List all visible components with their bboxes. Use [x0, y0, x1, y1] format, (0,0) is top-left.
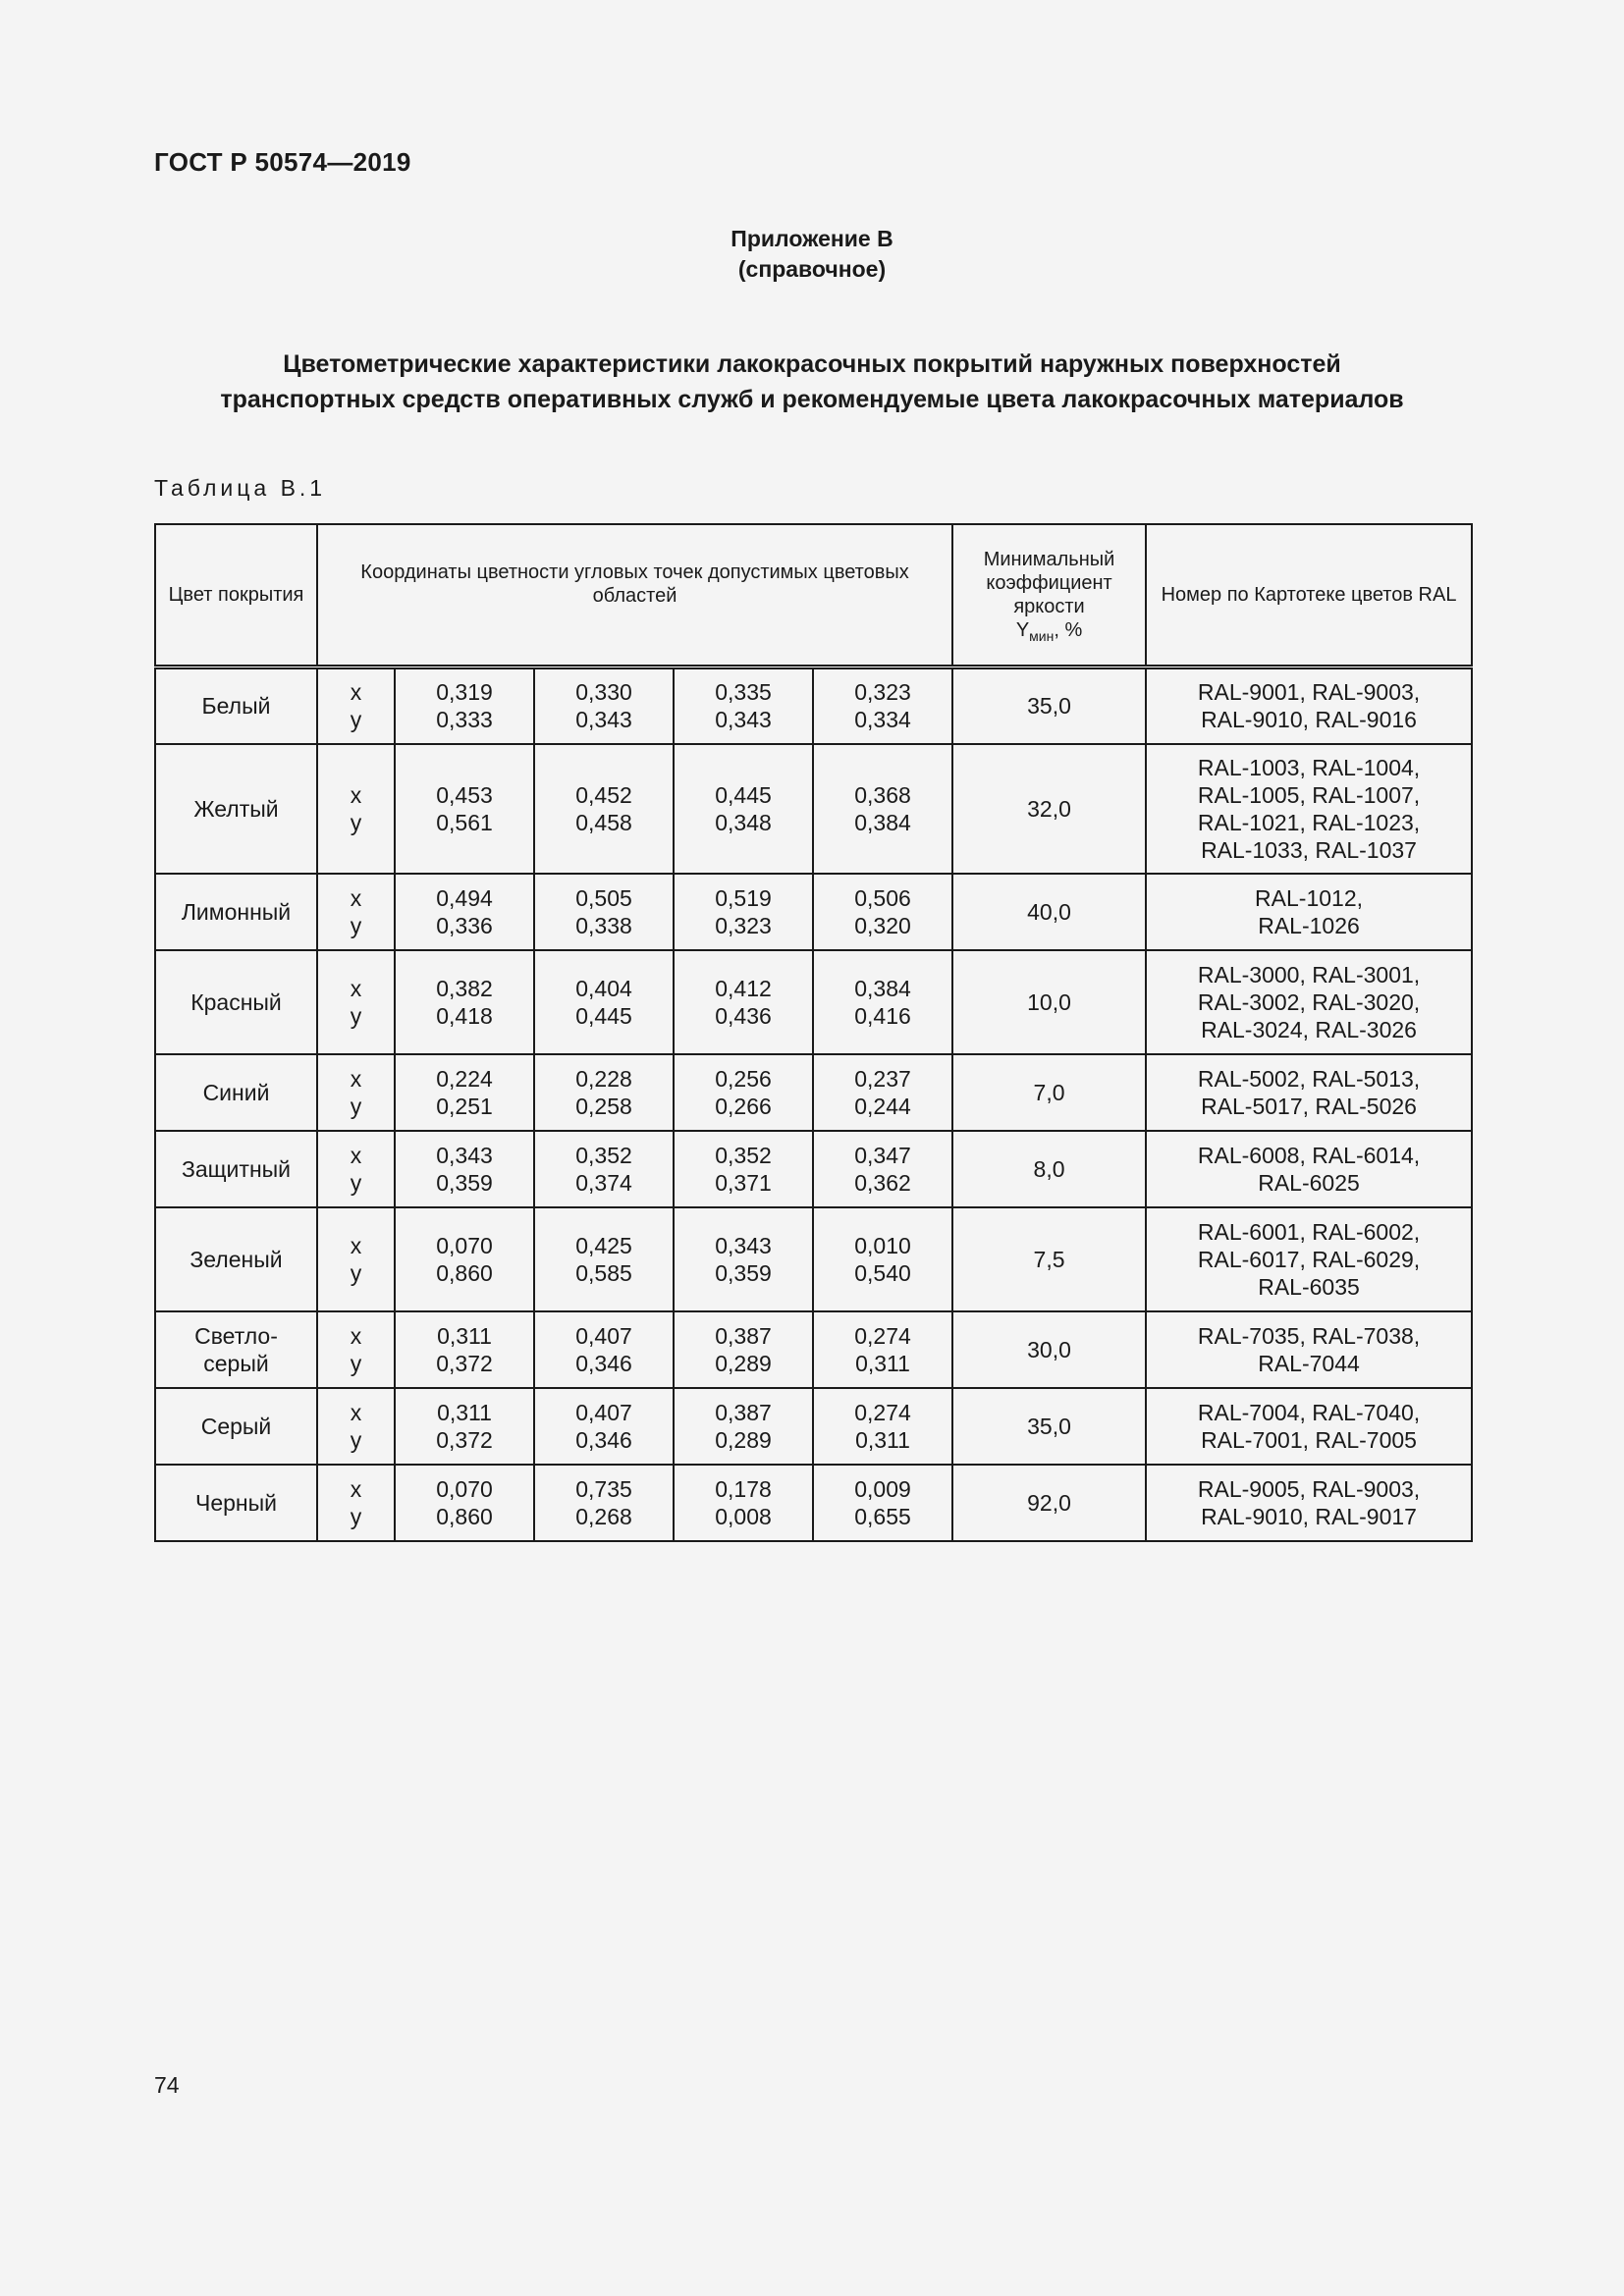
axis-label-y: y — [350, 1426, 362, 1453]
coordinate-y-value: 0,266 — [715, 1093, 772, 1119]
coordinate-cell — [534, 744, 674, 874]
ral-line: RAL-9005, RAL-9003, — [1197, 1475, 1421, 1502]
axis-label-x: x — [350, 884, 362, 911]
axis-label-y: y — [350, 1259, 362, 1286]
coordinate-y-value: 0,323 — [715, 912, 772, 938]
coordinate-cell — [813, 744, 952, 874]
coordinate-x-value: 0,319 — [436, 679, 493, 706]
color-name-line: серый — [203, 1350, 269, 1376]
brightness-cell: 35,0 — [952, 1388, 1146, 1465]
coordinate-y-value: 0,008 — [715, 1503, 772, 1529]
coordinate-y-value: 0,860 — [436, 1503, 493, 1529]
coordinate-cell — [674, 744, 813, 874]
coordinate-x-value: 0,735 — [575, 1475, 632, 1502]
table-row — [155, 1131, 1472, 1207]
coordinate-cell — [534, 950, 674, 1054]
color-name-cell — [155, 1207, 317, 1311]
coordinate-y-value: 0,540 — [854, 1259, 911, 1286]
coordinate-x-value: 0,425 — [575, 1232, 632, 1258]
coordinate-cell — [395, 1131, 534, 1207]
coordinate-x-value: 0,404 — [575, 975, 632, 1001]
coordinate-x-value: 0,256 — [715, 1065, 772, 1092]
color-name-cell — [155, 1388, 317, 1465]
color-name-line: Синий — [202, 1079, 270, 1105]
coordinate-y-value: 0,311 — [855, 1350, 910, 1376]
coordinate-x-value: 0,494 — [436, 884, 493, 911]
ral-cell — [1146, 1388, 1472, 1465]
table-row — [155, 1388, 1472, 1465]
header-brightness — [952, 524, 1146, 667]
brightness-cell: 92,0 — [952, 1465, 1146, 1541]
coordinate-y-value: 0,334 — [854, 707, 911, 733]
axis-label-x: x — [350, 1142, 362, 1168]
coordinate-cell — [813, 1388, 952, 1465]
coordinate-y-value: 0,371 — [715, 1169, 772, 1196]
coordinate-y-value: 0,346 — [575, 1350, 632, 1376]
color-name-cell — [155, 1465, 317, 1541]
ral-line: RAL-9001, RAL-9003, — [1197, 679, 1421, 706]
color-name-line: Зеленый — [189, 1246, 283, 1272]
table-row — [155, 1207, 1472, 1311]
coordinate-y-value: 0,348 — [715, 809, 772, 835]
axis-label-cell — [317, 1311, 395, 1388]
document-title — [137, 347, 1487, 417]
coordinate-x-value: 0,382 — [436, 975, 493, 1001]
header-brightness-unit: , % — [1054, 618, 1083, 641]
coordinate-cell — [534, 1131, 674, 1207]
header-brightness-line-2: коэффициент — [986, 571, 1112, 594]
coordinate-y-value: 0,251 — [436, 1093, 493, 1119]
coordinate-cell — [674, 1131, 813, 1207]
coordinate-cell — [813, 1311, 952, 1388]
axis-label-y: y — [350, 1093, 362, 1119]
coordinate-cell — [395, 1311, 534, 1388]
table-row — [155, 1311, 1472, 1388]
color-name-line: Красный — [190, 988, 282, 1015]
axis-label-y: y — [350, 912, 362, 938]
header-brightness-y: Y — [1015, 618, 1030, 641]
coordinate-cell — [813, 667, 952, 744]
color-name-cell — [155, 744, 317, 874]
color-name-line: Черный — [195, 1489, 277, 1516]
coordinate-cell — [534, 1311, 674, 1388]
coordinate-x-value: 0,368 — [854, 781, 911, 808]
coordinate-cell — [674, 1311, 813, 1388]
axis-label-y: y — [350, 1503, 362, 1529]
axis-label-y: y — [350, 1350, 362, 1376]
coordinate-cell — [395, 874, 534, 950]
coordinate-x-value: 0,311 — [437, 1399, 492, 1425]
ral-line: RAL-5002, RAL-5013, — [1197, 1065, 1421, 1092]
coordinate-x-value: 0,224 — [436, 1065, 493, 1092]
ral-cell — [1146, 874, 1472, 950]
axis-label-y: y — [350, 809, 362, 835]
ral-line: RAL-1033, RAL-1037 — [1201, 836, 1417, 863]
ral-line: RAL-6017, RAL-6029, — [1197, 1246, 1421, 1272]
ral-line: RAL-9010, RAL-9016 — [1201, 707, 1417, 733]
coordinate-x-value: 0,343 — [436, 1142, 493, 1168]
coordinate-cell — [674, 1388, 813, 1465]
axis-label-cell — [317, 874, 395, 950]
ral-line: RAL-7044 — [1258, 1350, 1360, 1376]
coordinate-cell — [395, 1465, 534, 1541]
coordinate-x-value: 0,445 — [715, 781, 772, 808]
coordinate-cell — [813, 1207, 952, 1311]
coordinate-x-value: 0,311 — [437, 1322, 492, 1349]
coordinate-cell — [674, 874, 813, 950]
brightness-cell: 7,0 — [952, 1054, 1146, 1131]
ral-line: RAL-1003, RAL-1004, — [1197, 754, 1421, 780]
coordinate-x-value: 0,519 — [715, 884, 772, 911]
coordinate-x-value: 0,347 — [854, 1142, 911, 1168]
axis-label-x: x — [350, 1475, 362, 1502]
coordinate-cell — [674, 1054, 813, 1131]
coordinate-y-value: 0,362 — [854, 1169, 911, 1196]
coordinate-x-value: 0,323 — [854, 679, 911, 706]
coordinate-cell — [395, 1388, 534, 1465]
coordinate-cell — [534, 1207, 674, 1311]
coordinate-x-value: 0,274 — [854, 1322, 911, 1349]
axis-label-x: x — [350, 679, 362, 706]
header-brightness-subscript: мин — [1029, 627, 1055, 644]
coordinate-y-value: 0,258 — [575, 1093, 632, 1119]
appendix-subtitle: (справочное) — [737, 256, 887, 282]
table-row — [155, 1054, 1472, 1131]
ral-cell — [1146, 1054, 1472, 1131]
color-characteristics-table — [154, 523, 1473, 1542]
brightness-cell: 7,5 — [952, 1207, 1146, 1311]
ral-line: RAL-1026 — [1258, 912, 1360, 938]
ral-line: RAL-7004, RAL-7040, — [1197, 1399, 1421, 1425]
header-color: Цвет покрытия — [155, 524, 317, 667]
coordinate-x-value: 0,387 — [715, 1322, 772, 1349]
ral-line: RAL-1012, — [1255, 884, 1364, 911]
coordinate-x-value: 0,506 — [854, 884, 911, 911]
coordinate-cell — [674, 1465, 813, 1541]
coordinate-y-value: 0,384 — [854, 809, 911, 835]
ral-line: RAL-3000, RAL-3001, — [1197, 961, 1421, 988]
ral-line: RAL-6001, RAL-6002, — [1197, 1218, 1421, 1245]
coordinate-cell — [674, 1207, 813, 1311]
coordinate-y-value: 0,372 — [436, 1426, 493, 1453]
ral-line: RAL-6008, RAL-6014, — [1197, 1142, 1421, 1168]
coordinate-x-value: 0,335 — [715, 679, 772, 706]
coordinate-x-value: 0,237 — [854, 1065, 911, 1092]
header-coordinates: Координаты цветности угловых точек допустимых цветовых областей — [317, 524, 952, 667]
axis-label-x: x — [350, 1065, 362, 1092]
ral-cell — [1146, 950, 1472, 1054]
axis-label-y: y — [350, 707, 362, 733]
coordinate-y-value: 0,561 — [436, 809, 493, 835]
brightness-cell: 8,0 — [952, 1131, 1146, 1207]
color-name-line: Светло- — [194, 1322, 278, 1349]
page-number: 74 — [154, 2072, 180, 2098]
axis-label-x: x — [350, 1232, 362, 1258]
coordinate-cell — [534, 1054, 674, 1131]
color-name-line: Защитный — [181, 1155, 292, 1182]
coordinate-cell — [674, 950, 813, 1054]
coordinate-y-value: 0,320 — [854, 912, 911, 938]
coordinate-y-value: 0,655 — [854, 1503, 911, 1529]
ral-line: RAL-6025 — [1258, 1169, 1360, 1196]
coordinate-y-value: 0,372 — [436, 1350, 493, 1376]
ral-cell — [1146, 667, 1472, 744]
ral-cell — [1146, 1311, 1472, 1388]
title-line-2: транспортных средств оперативных служб и рекомендуемые цвета лакокрасочных материалов — [220, 386, 1404, 413]
color-name-cell — [155, 874, 317, 950]
header-brightness-line-4 — [959, 618, 1139, 643]
coordinate-cell — [813, 1131, 952, 1207]
ral-line: RAL-7035, RAL-7038, — [1197, 1322, 1421, 1349]
axis-label-x: x — [350, 975, 362, 1001]
axis-label-y: y — [350, 1169, 362, 1196]
coordinate-x-value: 0,407 — [575, 1322, 632, 1349]
coordinate-y-value: 0,359 — [436, 1169, 493, 1196]
ral-line: RAL-1005, RAL-1007, — [1197, 781, 1421, 808]
coordinate-y-value: 0,458 — [575, 809, 632, 835]
coordinate-y-value: 0,416 — [854, 1002, 911, 1029]
coordinate-y-value: 0,418 — [436, 1002, 493, 1029]
coordinate-y-value: 0,346 — [575, 1426, 632, 1453]
coordinate-y-value: 0,343 — [715, 707, 772, 733]
coordinate-y-value: 0,333 — [436, 707, 493, 733]
coordinate-cell — [813, 950, 952, 1054]
appendix-title: Приложение В — [731, 226, 893, 251]
document-code: ГОСТ Р 50574—2019 — [154, 147, 411, 177]
coordinate-x-value: 0,505 — [575, 884, 632, 911]
color-name-line: Серый — [200, 1413, 272, 1439]
coordinate-y-value: 0,244 — [854, 1093, 911, 1119]
axis-label-x: x — [350, 1399, 362, 1425]
coordinate-cell — [395, 1054, 534, 1131]
coordinate-y-value: 0,338 — [575, 912, 632, 938]
axis-label-cell — [317, 1131, 395, 1207]
coordinate-x-value: 0,452 — [575, 781, 632, 808]
header-brightness-line-3: яркости — [1013, 595, 1085, 617]
color-name-line: Белый — [201, 693, 271, 720]
color-name-cell — [155, 1311, 317, 1388]
coordinate-x-value: 0,010 — [854, 1232, 911, 1258]
table-row — [155, 950, 1472, 1054]
header-ral: Номер по Картотеке цветов RAL — [1146, 524, 1472, 667]
coordinate-cell — [813, 1054, 952, 1131]
coordinate-y-value: 0,860 — [436, 1259, 493, 1286]
coordinate-x-value: 0,407 — [575, 1399, 632, 1425]
ral-line: RAL-5017, RAL-5026 — [1201, 1093, 1417, 1119]
appendix-heading — [0, 224, 1624, 285]
coordinate-x-value: 0,228 — [575, 1065, 632, 1092]
coordinate-cell — [534, 1465, 674, 1541]
axis-label-cell — [317, 950, 395, 1054]
coordinate-y-value: 0,445 — [575, 1002, 632, 1029]
color-name-cell — [155, 1131, 317, 1207]
axis-label-cell — [317, 1207, 395, 1311]
coordinate-cell — [813, 1465, 952, 1541]
table-body — [155, 667, 1472, 1541]
brightness-cell: 30,0 — [952, 1311, 1146, 1388]
coordinate-y-value: 0,311 — [855, 1426, 910, 1453]
coordinate-cell — [395, 1207, 534, 1311]
coordinate-y-value: 0,289 — [715, 1350, 772, 1376]
color-name-cell — [155, 667, 317, 744]
coordinate-x-value: 0,352 — [575, 1142, 632, 1168]
coordinate-cell — [395, 744, 534, 874]
coordinate-cell — [534, 667, 674, 744]
brightness-cell: 10,0 — [952, 950, 1146, 1054]
table-row — [155, 874, 1472, 950]
color-name-cell — [155, 1054, 317, 1131]
table-row — [155, 667, 1472, 744]
ral-line: RAL-6035 — [1258, 1273, 1360, 1300]
coordinate-y-value: 0,343 — [575, 707, 632, 733]
brightness-cell: 35,0 — [952, 667, 1146, 744]
table-row — [155, 744, 1472, 874]
coordinate-cell — [534, 1388, 674, 1465]
table-header-row — [155, 524, 1472, 667]
axis-label-x: x — [350, 1322, 362, 1349]
coordinate-x-value: 0,330 — [575, 679, 632, 706]
coordinate-x-value: 0,412 — [715, 975, 772, 1001]
coordinate-x-value: 0,274 — [854, 1399, 911, 1425]
axis-label-cell — [317, 744, 395, 874]
coordinate-y-value: 0,359 — [715, 1259, 772, 1286]
brightness-cell: 32,0 — [952, 744, 1146, 874]
ral-cell — [1146, 1131, 1472, 1207]
ral-line: RAL-3002, RAL-3020, — [1197, 988, 1421, 1015]
coordinate-y-value: 0,289 — [715, 1426, 772, 1453]
coordinate-x-value: 0,009 — [854, 1475, 911, 1502]
ral-cell — [1146, 1465, 1472, 1541]
coordinate-cell — [674, 667, 813, 744]
ral-line: RAL-9010, RAL-9017 — [1201, 1503, 1417, 1529]
coordinate-y-value: 0,436 — [715, 1002, 772, 1029]
brightness-cell: 40,0 — [952, 874, 1146, 950]
ral-line: RAL-1021, RAL-1023, — [1197, 809, 1421, 835]
coordinate-y-value: 0,336 — [436, 912, 493, 938]
coordinate-cell — [395, 950, 534, 1054]
header-brightness-line-1: Минимальный — [983, 548, 1115, 570]
coordinate-cell — [534, 874, 674, 950]
axis-label-cell — [317, 1465, 395, 1541]
coordinate-y-value: 0,268 — [575, 1503, 632, 1529]
coordinate-x-value: 0,352 — [715, 1142, 772, 1168]
coordinate-x-value: 0,384 — [854, 975, 911, 1001]
color-name-cell — [155, 950, 317, 1054]
axis-label-y: y — [350, 1002, 362, 1029]
ral-line: RAL-3024, RAL-3026 — [1201, 1016, 1417, 1042]
coordinate-x-value: 0,070 — [436, 1475, 493, 1502]
coordinate-y-value: 0,585 — [575, 1259, 632, 1286]
axis-label-cell — [317, 1388, 395, 1465]
coordinate-cell — [813, 874, 952, 950]
axis-label-cell — [317, 667, 395, 744]
coordinate-x-value: 0,070 — [436, 1232, 493, 1258]
coordinate-y-value: 0,374 — [575, 1169, 632, 1196]
ral-cell — [1146, 1207, 1472, 1311]
table-caption: Таблица В.1 — [154, 475, 327, 501]
color-name-line: Лимонный — [181, 898, 292, 925]
coordinate-cell — [395, 667, 534, 744]
coordinate-x-value: 0,453 — [436, 781, 493, 808]
title-line-1: Цветометрические характеристики лакокрасочных покрытий наружных поверхностей — [283, 350, 1341, 378]
table-row — [155, 1465, 1472, 1541]
axis-label-x: x — [350, 781, 362, 808]
axis-label-cell — [317, 1054, 395, 1131]
ral-cell — [1146, 744, 1472, 874]
coordinate-x-value: 0,343 — [715, 1232, 772, 1258]
ral-line: RAL-7001, RAL-7005 — [1201, 1426, 1417, 1453]
color-name-line: Желтый — [193, 795, 279, 822]
coordinate-x-value: 0,178 — [715, 1475, 772, 1502]
coordinate-x-value: 0,387 — [715, 1399, 772, 1425]
